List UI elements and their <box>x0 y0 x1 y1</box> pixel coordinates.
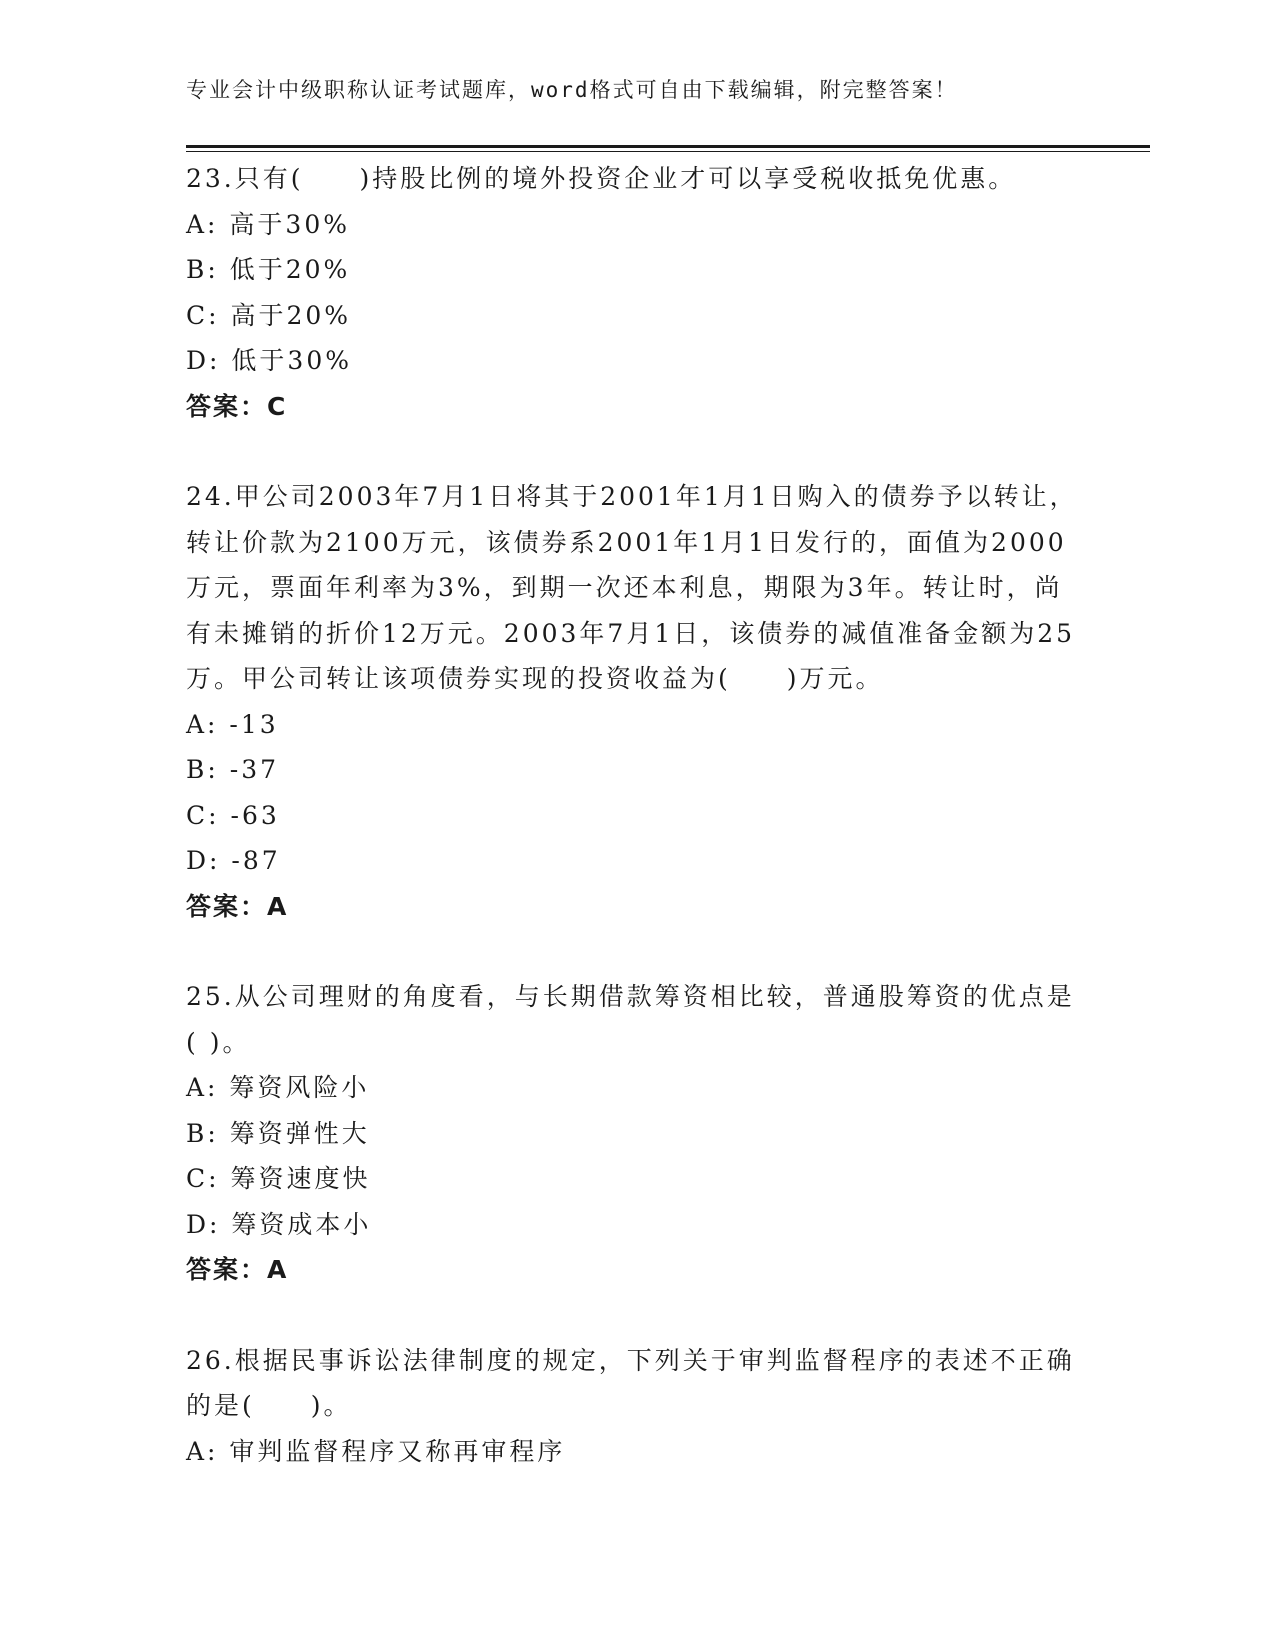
option-a: A: -13 <box>186 709 279 739</box>
question-25 <box>186 974 1086 1293</box>
option-d: D: -87 <box>186 846 281 875</box>
question-text: 26.根据民事诉讼法律制度的规定，下列关于审判监督程序的表述不正确的是( )。 <box>186 1345 1075 1420</box>
question-23 <box>186 156 1086 429</box>
header-divider-thick <box>186 145 1150 148</box>
question-26 <box>186 1338 1086 1475</box>
option-a: A: 高于30% <box>186 209 350 239</box>
answer: 答案：C <box>186 391 288 421</box>
option-d: D: 筹资成本小 <box>186 1209 372 1239</box>
option-c: C: 高于20% <box>186 300 352 330</box>
header-divider-thin <box>186 151 1150 152</box>
option-c: C: 筹资速度快 <box>186 1164 371 1193</box>
question-text: 24.甲公司2003年7月1日将其于2001年1月1日购入的债券予以转让，转让价款为2100万元，该债券系2001年1月1日发行的，面值为2000万元，票面年利率为3%，到期一次还本利息，期限为3年。转让时，尚有未摊销的折价12万元。2003年7月1日，该债券的减值准备金额为25万。甲公司转让该项债券实现的投资收益为( )万元。 <box>186 482 1078 693</box>
question-text: 25.从公司理财的角度看，与长期借款筹资相比较，普通股筹资的优点是( )。 <box>186 982 1075 1057</box>
option-b: B: 筹资弹性大 <box>186 1118 370 1148</box>
option-d: D: 低于30% <box>186 346 352 375</box>
option-a: A: 筹资风险小 <box>186 1073 370 1102</box>
question-24 <box>186 474 1086 929</box>
option-c: C: -63 <box>186 800 280 830</box>
option-b: B: -37 <box>186 755 279 784</box>
question-list <box>186 156 1086 1474</box>
option-b: B: 低于20% <box>186 255 351 284</box>
page-header: 专业会计中级职称认证考试题库，word格式可自由下载编辑，附完整答案！ <box>186 78 958 102</box>
option-a: A: 审判监督程序又称再审程序 <box>186 1436 566 1466</box>
answer: 答案：A <box>186 891 289 921</box>
answer: 答案：A <box>186 1255 289 1284</box>
question-text: 23.只有( )持股比例的境外投资企业才可以享受税收抵免优惠。 <box>186 164 1017 193</box>
